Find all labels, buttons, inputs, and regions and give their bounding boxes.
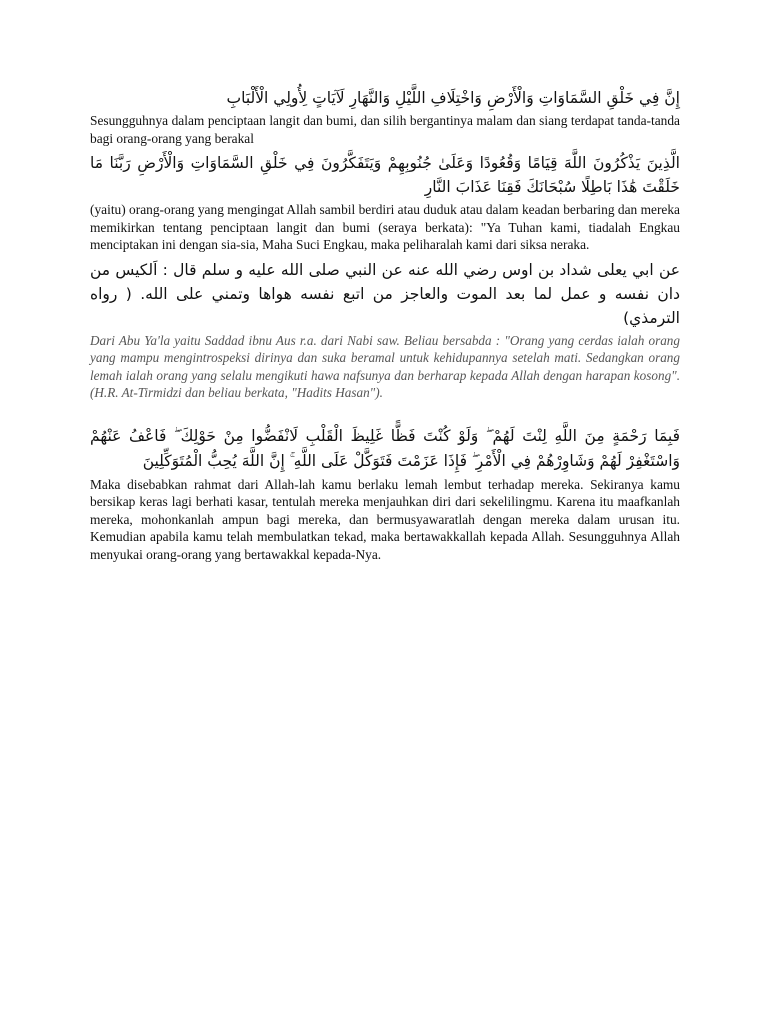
ayah-ali-imran-190: إِنَّ فِي خَلْقِ السَّمَاوَاتِ وَالْأَرْضِ وَاخْتِلَافِ اللَّيْلِ وَالنَّهَارِ لَآيَاتٍ لِأُولِي الْأَلْبَابِ xyxy=(226,89,680,107)
hadith-arabic: عن ابي يعلى شداد بن اوس رضي الله عنه عن النبي صلى الله عليه و سلم قال : اَلكيس من دان نفسه و عمل لما بعد الموت والعاجز من اتبع نفسه هواها وتمني على الله. ( رواه الترمذي) xyxy=(90,260,680,327)
ayah-ali-imran-191: الَّذِينَ يَذْكُرُونَ اللَّهَ قِيَامًا وَقُعُودًا وَعَلَىٰ جُنُوبِهِمْ وَيَتَفَكَّرُونَ فِي خَلْقِ السَّمَاوَاتِ وَالْأَرْضِ رَبَّنَا مَا خَلَقْتَ هَٰذَا بَاطِلًا سُبْحَانَكَ فَقِنَا عَذَابَ النَّارِ xyxy=(90,154,680,196)
document-page xyxy=(90,86,680,563)
hadith-translation: Dari Abu Ya'la yaitu Saddad ibnu Aus r.a. dari Nabi saw. Beliau bersabda : "Orang yang cerdas ialah orang yang mampu mengintrospeksi dirinya dan suka beramal untuk kehidupannya setelah mati. Sedangkan orang lemah ialah orang yang selalu mengikuti hawa nafsunya dan berharap kepada Allah dengan harapan kosong". (H.R. At-Tirmidzi dan beliau berkata, "Hadits Hasan"). xyxy=(90,332,680,400)
ayah-ali-imran-159: فَبِمَا رَحْمَةٍ مِنَ اللَّهِ لِنْتَ لَهُمْ ۖ وَلَوْ كُنْتَ فَظًّا غَلِيظَ الْقَلْبِ لَانْفَضُّوا مِنْ حَوْلِكَ ۖ فَاعْفُ عَنْهُمْ وَاسْتَغْفِرْ لَهُمْ وَشَاوِرْهُمْ فِي الْأَمْرِ ۖ فَإِذَا عَزَمْتَ فَتَوَكَّلْ عَلَى اللَّهِ ۚ إِنَّ اللَّهَ يُحِبُّ الْمُتَوَكِّلِينَ xyxy=(90,426,680,470)
translation-ayah-191: (yaitu) orang-orang yang mengingat Allah sambil berdiri atau duduk atau dalam keadan berbaring dan mereka memikirkan tentang penciptaan langit dan bumi (seraya berkata): "Ya Tuhan kami, tiadalah Engkau menciptakan ini dengan sia-sia, Maha Suci Engkau, maka peliharalah kami dari siksa neraka. xyxy=(90,202,680,252)
translation-ayah-159: Maka disebabkan rahmat dari Allah-lah kamu berlaku lemah lembut terhadap mereka. Sekiranya kamu bersikap keras lagi berhati kasar, tentulah mereka menjauhkan diri dari sekelilingmu. Karena itu maafkanlah mereka, mohonkanlah ampun bagi mereka, dan bermusyawaratlah dengan mereka dalam urusan itu. Kemudian apabila kamu telah membulatkan tekad, maka bertawakkallah kepada Allah. Sesungguhnya Allah menyukai orang-orang yang bertawakkal kepada-Nya. xyxy=(90,476,680,562)
translation-ayah-190: Sesungguhnya dalam penciptaan langit dan bumi, dan silih bergantinya malam dan siang terdapat tanda-tanda bagi orang-orang yang berakal xyxy=(90,113,680,146)
